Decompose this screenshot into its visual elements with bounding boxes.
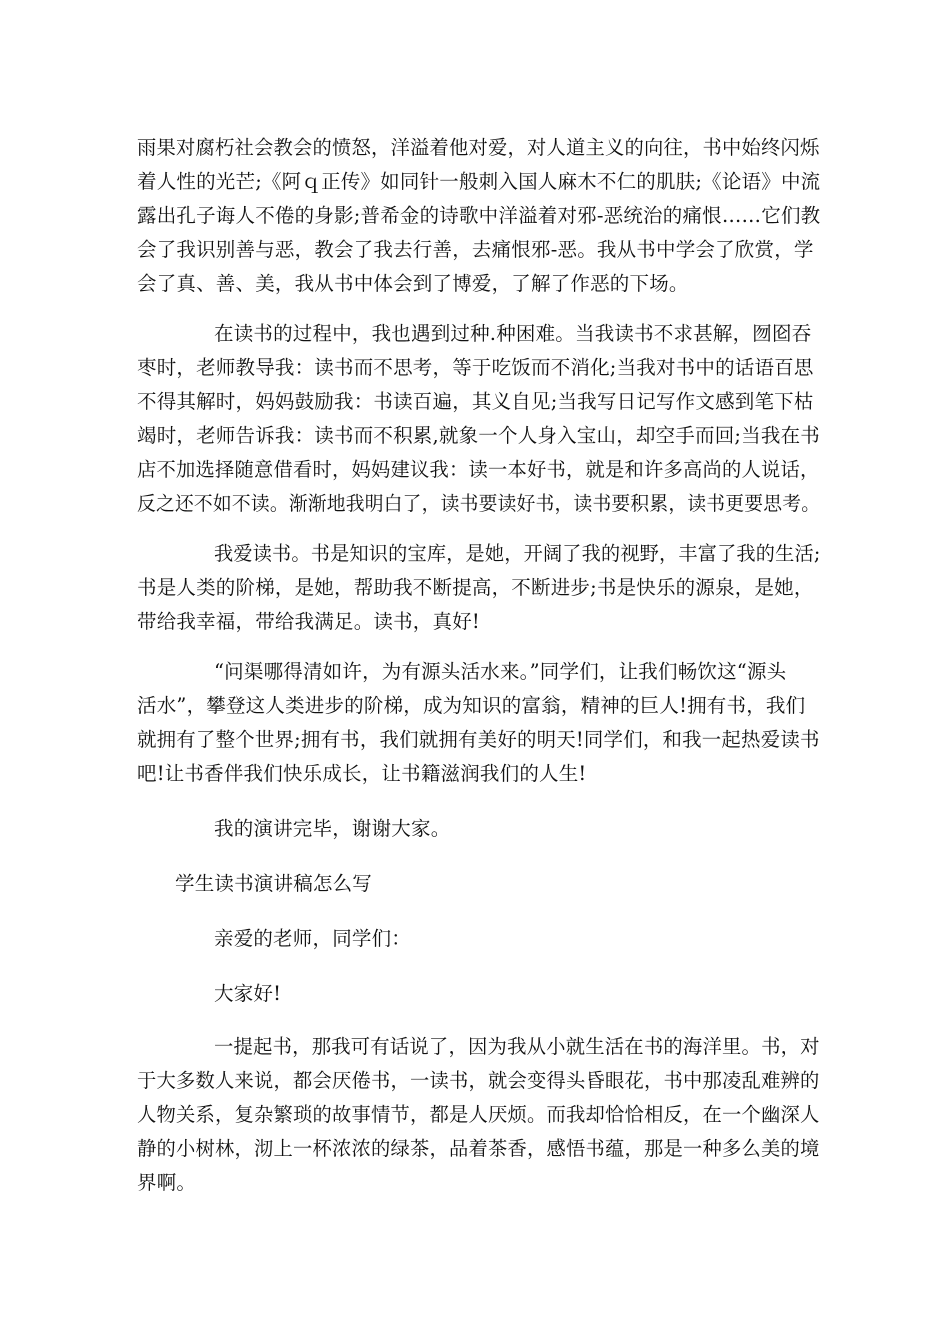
text-line: 我爱读书。书是知识的宝库，是她，开阔了我的视野，丰富了我的生活; [214, 542, 821, 565]
text-line: 店不加选择随意借看时，妈妈建议我：读一本好书，就是和许多高尚的人说话， [137, 458, 820, 481]
text-line: 一提起书，那我可有话说了，因为我从小就生活在书的海洋里。书，对 [214, 1035, 820, 1058]
text-line: 我的演讲完毕，谢谢大家。 [214, 817, 451, 840]
text-line: 枣时，老师教导我：读书而不思考，等于吃饭而不消化;当我对书中的话语百思 [137, 356, 814, 379]
text-line: 雨果对腐朽社会教会的愤怒，洋溢着他对爱，对人道主义的向往，书中始终闪烁 [137, 136, 820, 159]
text-line: 露出孔子诲人不倦的身影;普希金的诗歌中洋溢着对邪-恶统治的痛恨……它们教 [137, 204, 821, 227]
text-line: 人物关系，复杂繁琐的故事情节，都是人厌烦。而我却恰恰相反，在一个幽深人 [137, 1103, 820, 1126]
text-line: 在读书的过程中，我也遇到过种.种困难。当我读书不求甚解，囫囵吞 [214, 322, 812, 345]
text-line: 竭时，老师告诉我：读书而不积累,就象一个人身入宝山，却空手而回;当我在书 [137, 424, 820, 447]
text-line: 会了真、善、美，我从书中体会到了博爱，了解了作恶的下场。 [137, 272, 689, 295]
text-line: 会了我识别善与恶，教会了我去行善，去痛恨邪-恶。我从书中学会了欣赏，学 [137, 238, 814, 261]
text-line: 亲爱的老师，同学们： [214, 927, 412, 950]
text-line: 就拥有了整个世界;拥有书，我们就拥有美好的明天!同学们，和我一起热爱读书 [137, 728, 820, 751]
text-line: 着人性的光芒;《阿ｑ正传》如同针一般刺入国人麻木不仁的肌肤;《论语》中流 [137, 170, 821, 193]
text-line: 静的小树林，沏上一杯浓浓的绿茶，品着茶香，感悟书蕴，那是一种多么美的境 [137, 1137, 820, 1160]
text-line: 吧!让书香伴我们快乐成长，让书籍滋润我们的人生! [137, 762, 587, 785]
text-line: 不得其解时，妈妈鼓励我：书读百遍，其义自见;当我写日记写作文感到笔下枯 [137, 390, 814, 413]
text-line: 书是人类的阶梯，是她，帮助我不断提高，不断进步;书是快乐的源泉，是她， [137, 576, 814, 599]
text-line: 大家好! [214, 982, 282, 1005]
text-line: 活水”，攀登这人类进步的阶梯，成为知识的富翁，精神的巨人!拥有书，我们 [137, 694, 806, 717]
section-title-text: 学生读书演讲稿怎么写 [175, 872, 373, 895]
text-line: “问渠哪得清如许，为有源头活水来。”同学们，让我们畅饮这“源头 [214, 660, 787, 683]
text-line: 界啊。 [137, 1171, 197, 1194]
text-line: 带给我幸福，带给我满足。读书，真好! [137, 610, 480, 633]
text-line: 反之还不如不读。渐渐地我明白了，读书要读好书，读书要积累，读书更要思考。 [137, 492, 821, 515]
text-line: 于大多数人来说，都会厌倦书，一读书，就会变得头昏眼花，书中那凌乱难辨的 [137, 1069, 820, 1092]
